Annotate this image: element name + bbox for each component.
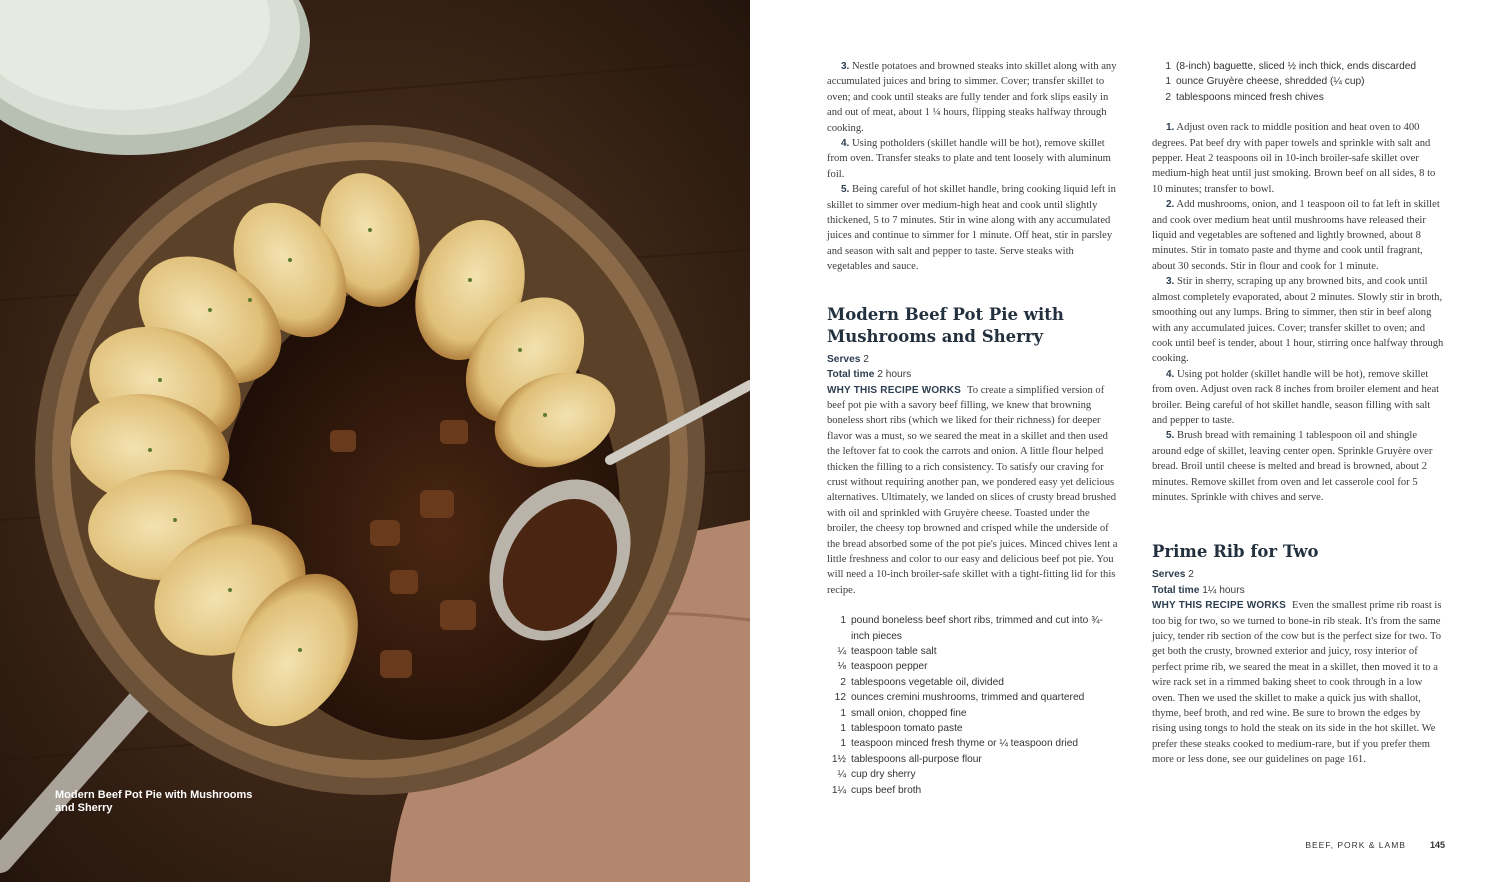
step-number: 2. xyxy=(1166,199,1175,211)
serves-value: 2 xyxy=(1188,569,1194,581)
step-text: Using pot holder (skillet handle will be hot), remove skillet from oven. Adjust oven rack 8 inches from broiler element and heat broiler. Being careful of hot skillet handle, season filling with salt and pepper to taste. xyxy=(1152,368,1440,426)
ingredient-qty: 1½ xyxy=(831,753,846,765)
ingredient-qty: 1 xyxy=(840,723,846,735)
ingredient-text: teaspoon table salt xyxy=(851,646,937,657)
total-time-line xyxy=(827,367,1119,382)
ingredient-text: pound boneless beef short ribs, trimmed and cut into ¾-inch pieces xyxy=(851,615,1103,642)
page-footer xyxy=(1305,840,1445,850)
ingredient-text: cup dry sherry xyxy=(851,769,916,781)
ingredient-text: tablespoon tomato paste xyxy=(851,723,963,735)
previous-recipe-steps xyxy=(827,59,1119,275)
step xyxy=(827,182,1119,274)
ingredient-qty: ⅛ xyxy=(837,661,846,673)
recipe-title: Modern Beef Pot Pie with Mushrooms and Sherry xyxy=(827,304,1064,346)
ingredient xyxy=(827,613,1119,644)
ingredient xyxy=(827,767,1119,782)
step xyxy=(1152,197,1444,274)
ingredient-text: teaspoon pepper xyxy=(851,661,928,673)
step-number: 1. xyxy=(1166,122,1175,134)
step-number: 4. xyxy=(841,138,850,150)
why-label: WHY THIS RECIPE WORKS xyxy=(1152,600,1287,612)
ingredient-text: ounces cremini mushrooms, trimmed and quartered xyxy=(851,692,1085,704)
section-name: BEEF, PORK & LAMB xyxy=(1305,840,1406,850)
ingredient-qty: 1 xyxy=(840,738,846,750)
ingredient-qty: 2 xyxy=(1165,91,1171,103)
why-label: WHY THIS RECIPE WORKS xyxy=(827,384,962,396)
serves-line xyxy=(1152,567,1444,582)
step-number: 5. xyxy=(841,184,850,196)
step-text: Adjust oven rack to middle position and heat oven to 400 degrees. Pat beef dry with paper towels and sprinkle with salt and pepper. Heat 2 teaspoons oil in 10-inch broiler-safe skillet over medium-high heat until just smoking. Brown beef on all sides, 8 to 10 minutes; transfer to bowl. xyxy=(1152,122,1436,195)
ingredient-qty: ¼ xyxy=(837,646,846,657)
step-text: Add mushrooms, onion, and 1 teaspoon oil to fat left in skillet and cook over medium heat until mushrooms have released their liquid and vegetables are softened and lightly browned, about 8 minutes. Stir in tomato paste and thyme and cook until fragrant, about 30 seconds. Stir in flour and cook for 1 minute. xyxy=(1152,199,1440,272)
ingredient-text: ounce Gruyère cheese, shredded (¼ cup) xyxy=(1176,76,1365,88)
why-text: Even the smallest prime rib roast is too big for two, so we turned to bone-in rib steak. It's from the same juicy, tender rib section of the cow but is the perfect size for two. To get both the crusty, browned exterior and juicy, rosy interior of perfect prime rib, we seared the meat in a skillet, then moved it to a wire rack set in a rimmed baking sheet to cook through in a low oven. Then we used the skillet to make a quick jus with shallot, thyme, beef broth, and red wine. Be sure to brown the edges by rising using tongs to hold the steak on its side in the hot skillet. We prefer these steaks cooked to medium-rare, but if you prefer them more or less done, see our guidelines on page 161. xyxy=(1152,600,1442,766)
ingredient xyxy=(827,706,1119,721)
ingredient xyxy=(1152,74,1444,89)
text-page xyxy=(750,0,1500,882)
serves-value: 2 xyxy=(863,353,869,365)
why-text: To create a simplified version of beef pot pie with a savory beef filling, we knew that browning boneless short ribs (which we liked for their richness) for deeper flavor was a must, so we seared the meat in a skillet and then used the leftover fat to cook the carrots and onion. A little flour helped thicken the filling to a rich consistency. To satisfy our craving for crust without requiring another pan, we pondered easy yet delicious alternatives. Ultimately, we landed on slices of crusty bread brushed with oil and sprinkled with Gruyère cheese. Toasted under the broiler, the cheesy top browned and crisped while the underside of the bread absorbed some of the pot pie's juices. Minced chives lent a little freshness and color to our easy and delicious beef pot pie. You will need a 10-inch broiler-safe skillet with a tight-fitting lid for this recipe. xyxy=(827,384,1118,596)
step-text: Stir in sherry, scraping up any browned bits, and cook until almost completely evaporated, about 2 minutes. Slowly stir in broth, smoothing out any lumps. Bring to simmer, then stir in beef along with any accumulated juices. Cover; transfer skillet to oven; and cook until beef is tender, about 1 hour, stirring once halfway through cooking. xyxy=(1152,276,1444,365)
step xyxy=(1152,274,1444,366)
step-number: 4. xyxy=(1166,368,1175,380)
step-text: Nestle potatoes and browned steaks into skillet along with any accumulated juices and bring to simmer. Cover; transfer skillet to oven; and cook until steaks are fully tender and fork slips easily in and out of meat, about 1 ¼ hours, flipping steaks halfway through cooking. xyxy=(827,61,1117,134)
ingredient-qty: 1 xyxy=(1165,76,1171,88)
total-time-label: Total time xyxy=(1152,584,1200,596)
ingredient xyxy=(827,659,1119,674)
ingredient xyxy=(827,752,1119,767)
total-time-label: Total time xyxy=(827,369,875,381)
serves-label: Serves xyxy=(827,353,861,365)
total-time-value: 2 hours xyxy=(877,369,912,381)
total-time-line xyxy=(1152,583,1444,598)
ingredient-qty: 1 xyxy=(1165,61,1171,72)
step xyxy=(827,136,1119,182)
column-left xyxy=(827,59,1119,798)
ingredient-list-continued xyxy=(1152,59,1444,105)
step-text: Using potholders (skillet handle will be hot), remove skillet from oven. Transfer steaks to plate and tent loosely with aluminum foil. xyxy=(827,138,1111,180)
why-this-recipe-works xyxy=(1152,598,1444,767)
ingredient-text: teaspoon minced fresh thyme or ¼ teaspoon dried xyxy=(851,738,1079,750)
ingredient xyxy=(827,783,1119,798)
step-number: 5. xyxy=(1166,430,1175,442)
ingredient-qty: 1¼ xyxy=(831,784,846,796)
step-number: 3. xyxy=(1166,276,1175,288)
step-text: Being careful of hot skillet handle, bring cooking liquid left in skillet to simmer over medium-high heat and cook until slightly thickened, 5 to 7 minutes. Stir in wine along with any accumulated juices and continue to simmer for 1 minute. Off heat, stir in parsley and season with salt and pepper to taste. Serve steaks with vegetables and sauce. xyxy=(827,184,1116,273)
total-time-value: 1¼ hours xyxy=(1202,584,1245,596)
ingredient xyxy=(827,675,1119,690)
column-right xyxy=(1152,59,1444,768)
ingredient xyxy=(827,690,1119,705)
serves-line xyxy=(827,352,1119,367)
ingredient-qty: 1 xyxy=(840,707,846,719)
ingredient-qty: 2 xyxy=(840,676,846,688)
ingredient-text: tablespoons all-purpose flour xyxy=(851,753,982,765)
page-number: 145 xyxy=(1429,840,1445,850)
ingredient-list xyxy=(827,613,1119,798)
serves-label: Serves xyxy=(1152,569,1186,581)
ingredient xyxy=(1152,59,1444,74)
photo-caption: Modern Beef Pot Pie with Mushrooms and Sherry xyxy=(55,789,253,814)
recipe-steps xyxy=(1152,120,1444,505)
ingredient-text: tablespoons minced fresh chives xyxy=(1176,91,1324,103)
why-this-recipe-works xyxy=(827,383,1119,599)
step xyxy=(827,59,1119,136)
ingredient-text: small onion, chopped fine xyxy=(851,707,967,719)
ingredient xyxy=(1152,90,1444,105)
ingredient xyxy=(827,736,1119,751)
ingredient xyxy=(827,644,1119,659)
ingredient-qty: 1 xyxy=(840,615,846,627)
step xyxy=(1152,367,1444,429)
ingredient-text: (8-inch) baguette, sliced ½ inch thick, ends discarded xyxy=(1176,61,1417,72)
ingredient-text: cups beef broth xyxy=(851,784,922,796)
ingredient-qty: ¼ xyxy=(837,769,846,781)
step-number: 3. xyxy=(841,61,850,72)
step xyxy=(1152,428,1444,505)
ingredient xyxy=(827,721,1119,736)
step-text: Brush bread with remaining 1 tablespoon oil and shingle around edge of skillet, leaving center open. Sprinkle Gruyère over bread. Broil until cheese is melted and bread is browned, about 2 minutes. Remove skillet from oven and let casserole cool for 5 minutes. Sprinkle with chives and serve. xyxy=(1152,430,1433,503)
step xyxy=(1152,120,1444,197)
ingredient-text: tablespoons vegetable oil, divided xyxy=(851,676,1004,688)
recipe-title: Prime Rib for Two xyxy=(1152,542,1319,562)
ingredient-qty: 12 xyxy=(834,692,846,704)
